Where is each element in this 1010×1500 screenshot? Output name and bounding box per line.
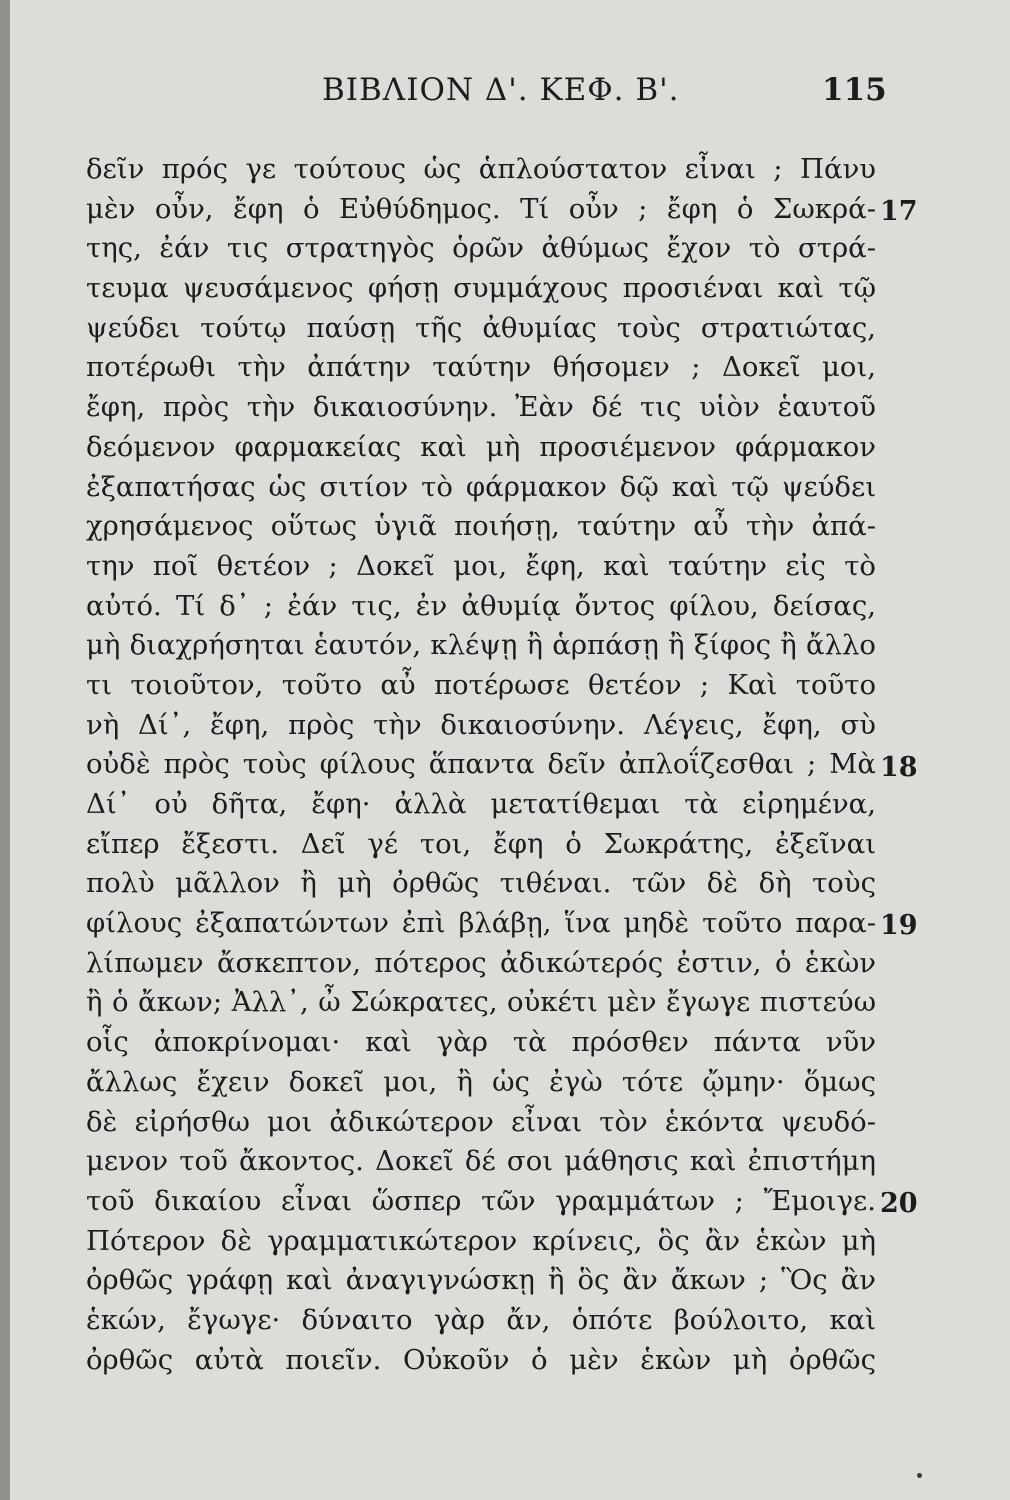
text-line: μὲν οὖν, ἔφη ὁ Εὐθύδημος. Τί οὖν ; ἔφη ὁ Σωκρά- bbox=[86, 192, 876, 225]
page-header bbox=[10, 72, 1010, 112]
text-line: πολὺ μᾶλλον ἢ μὴ ὀρθῶς τιθέναι. τῶν δὲ δὴ τοὺς bbox=[86, 867, 876, 900]
text-line: ἔφη, πρὸς τὴν δικαιοσύνην. Ἐὰν δέ τις υἱὸν ἑαυτοῦ bbox=[86, 391, 876, 424]
text-line: οὐδὲ πρὸς τοὺς φίλους ἅπαντα δεῖν ἀπλοΐζεσθαι ; Μὰ bbox=[86, 748, 876, 781]
printing-speck bbox=[917, 1473, 922, 1478]
text-line: εἴπερ ἔξεστι. Δεῖ γέ τοι, ἔφη ὁ Σωκράτης, ἐξεῖναι bbox=[86, 827, 876, 860]
text-line: ὀρθῶς αὐτὰ ποιεῖν. Οὐκοῦν ὁ μὲν ἑκὼν μὴ ὀρθῶς bbox=[86, 1343, 876, 1376]
text-line: ἑκών, ἔγωγε· δύναιτο γὰρ ἄν, ὁπότε βούλοιτο, καὶ bbox=[86, 1303, 876, 1336]
text-line: Δί᾿ οὐ δῆτα, ἔφη· ἀλλὰ μετατίθεμαι τὰ εἰρημένα, bbox=[86, 788, 876, 820]
text-line: ἄλλως ἔχειν δοκεῖ μοι, ἢ ὡς ἐγὼ τότε ᾤμην· ὅμως bbox=[86, 1065, 876, 1098]
text-line: δὲ εἰρήσθω μοι ἀδικώτερον εἶναι τὸν ἑκόντα ψευδό- bbox=[86, 1105, 876, 1138]
text-line: Πότερον δὲ γραμματικώτερον κρίνεις, ὃς ἂν ἑκὼν μὴ bbox=[86, 1224, 876, 1257]
text-line: ἐξαπατήσας ὡς σιτίον τὸ φάρμακον δῷ καὶ τῷ ψεύδει bbox=[86, 470, 876, 503]
text-line: μὴ διαχρήσηται ἑαυτόν, κλέψῃ ἢ ἁρπάσῃ ἢ ξίφος ἢ ἄλλο bbox=[86, 629, 876, 662]
section-number-19: 19 bbox=[880, 910, 918, 941]
section-number-18: 18 bbox=[880, 752, 918, 783]
section-number-17: 17 bbox=[880, 196, 918, 227]
text-line: ἢ ὁ ἄκων; Ἀλλ᾿, ὦ Σώκρατες, οὐκέτι μὲν ἔγωγε πιστεύω bbox=[86, 986, 876, 1019]
section-number-20: 20 bbox=[880, 1188, 918, 1219]
text-line: τευμα ψευσάμενος φήσῃ συμμάχους προσιέναι καὶ τῷ bbox=[86, 272, 876, 305]
text-line: νὴ Δί᾿, ἔφη, πρὸς τὴν δικαιοσύνην. Λέγεις, ἔφη, σὺ bbox=[86, 708, 876, 741]
text-line: χρησάμενος οὕτως ὑγιᾶ ποιήσῃ, ταύτην αὖ τὴν ἀπά- bbox=[86, 510, 876, 543]
text-line: μενον τοῦ ἄκοντος. Δοκεῖ δέ σοι μάθησις καὶ ἐπιστήμη bbox=[86, 1145, 876, 1178]
text-line: δεόμενον φαρμακείας καὶ μὴ προσιέμενον φάρμακον bbox=[86, 430, 876, 463]
text-line: δεῖν πρός γε τούτους ὡς ἁπλούστατον εἶναι ; Πάνυ bbox=[86, 153, 876, 185]
text-line: ὀρθῶς γράφῃ καὶ ἀναγιγνώσκῃ ἢ ὃς ἂν ἄκων ; Ὃς ἂν bbox=[86, 1264, 876, 1297]
text-line: της, ἐάν τις στρατηγὸς ὁρῶν ἀθύμως ἔχον τὸ στρά- bbox=[86, 232, 876, 265]
running-head: ΒΙΒΛΙΟΝ Δ'. ΚΕΦ. Β'. bbox=[322, 72, 680, 108]
text-line: αὐτό. Τί δ᾿ ; ἐάν τις, ἐν ἀθυμίᾳ ὄντος φίλου, δείσας, bbox=[86, 589, 876, 622]
text-line: ποτέρωθι τὴν ἀπάτην ταύτην θήσομεν ; Δοκεῖ μοι, bbox=[86, 351, 876, 384]
text-line: φίλους ἐξαπατώντων ἐπὶ βλάβῃ, ἵνα μηδὲ τοῦτο παρα- bbox=[86, 907, 876, 940]
text-line: λίπωμεν ἄσκεπτον, πότερος ἀδικώτερός ἐστιν, ὁ ἑκὼν bbox=[86, 946, 876, 979]
text-line: τοῦ δικαίου εἶναι ὥσπερ τῶν γραμμάτων ; Ἔμοιγε. bbox=[86, 1184, 876, 1217]
text-line: την ποῖ θετέον ; Δοκεῖ μοι, ἔφη, καὶ ταύτην εἰς τὸ bbox=[86, 549, 876, 582]
text-line: οἷς ἀποκρίνομαι· καὶ γὰρ τὰ πρόσθεν πάντα νῦν bbox=[86, 1026, 876, 1059]
text-line: τι τοιοῦτον, τοῦτο αὖ ποτέρωσε θετέον ; Καὶ τοῦτο bbox=[86, 668, 876, 701]
text-line: ψεύδει τούτῳ παύσῃ τῆς ἀθυμίας τοὺς στρατιώτας, bbox=[86, 311, 876, 344]
text-body bbox=[86, 150, 876, 1380]
page-number: 115 bbox=[822, 72, 887, 108]
